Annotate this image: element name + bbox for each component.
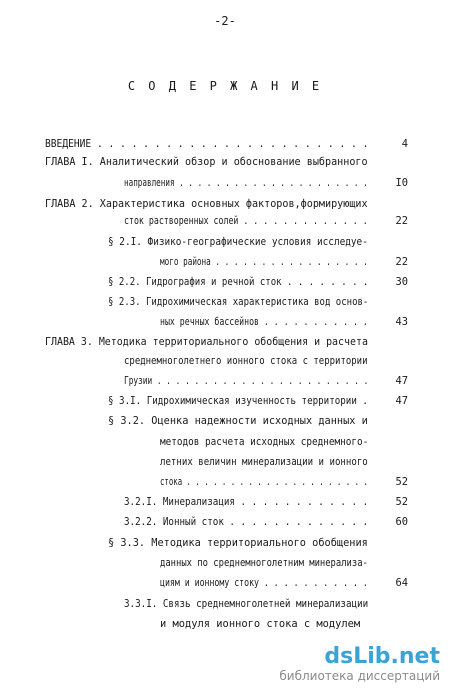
toc-entry: 3.3.I. Связь среднемноголетней минерализации bbox=[124, 598, 369, 610]
watermark-logo: dsLib.net bbox=[324, 644, 440, 669]
toc-entry: сток растворенных солей . . . . . . . . . . . . . bbox=[124, 215, 368, 227]
toc-entry: § 3.2. Оценка надежности исходных данных и bbox=[108, 415, 368, 427]
toc-page-number: 22 bbox=[395, 256, 408, 268]
toc-entry: § 3.3. Методика территориального обобщения bbox=[108, 537, 368, 549]
toc-entry: и модуля ионного стока с модулем bbox=[160, 618, 361, 630]
watermark-tagline: библиотека диссертаций bbox=[279, 669, 440, 683]
toc-entry: 3.2.I. Минерализация . . . . . . . . . . . . bbox=[124, 496, 369, 508]
toc-entry: мого района . . . . . . . . . . . . . . . . . bbox=[160, 256, 368, 268]
page-title: С О Д Е Р Ж А Н И Е bbox=[127, 79, 323, 93]
toc-page-number: 60 bbox=[395, 516, 408, 528]
toc-page-number: 64 bbox=[395, 577, 408, 589]
toc-entry: ГЛАВА 3. Методика территориального обобщения и расчета bbox=[45, 336, 368, 348]
watermark bbox=[279, 644, 440, 683]
toc-entry: § 2.I. Физико-географические условия исследуе- bbox=[108, 236, 368, 248]
page-number: -2- bbox=[214, 14, 236, 28]
toc-entry: среднемноголетнего ионного стока с территории bbox=[124, 355, 368, 367]
toc-entry: методов расчета исходных среднемного- bbox=[160, 436, 369, 448]
toc-page-number: 4 bbox=[401, 138, 408, 150]
toc-entry: стока . . . . . . . . . . . . . . . . . . . . . bbox=[160, 476, 368, 488]
toc-page-number: I0 bbox=[395, 177, 408, 189]
toc-page-number: 30 bbox=[395, 276, 408, 288]
toc-entry: § 3.I. Гидрохимическая изученность территории . bbox=[108, 395, 368, 407]
toc-page-number: 47 bbox=[395, 395, 408, 407]
toc-entry: циям и ионному стоку . . . . . . . . . . . bbox=[160, 577, 368, 589]
toc-page-number: 52 bbox=[395, 496, 408, 508]
toc-page-number: 43 bbox=[395, 316, 408, 328]
toc-page-number: 47 bbox=[395, 375, 408, 387]
toc-page-number: 22 bbox=[395, 215, 408, 227]
toc-entry: ных речных бассейнов . . . . . . . . . . . bbox=[160, 316, 368, 328]
toc-entry: Грузии . . . . . . . . . . . . . . . . . . . . . . . bbox=[124, 375, 369, 387]
toc-entry: § 2.3. Гидрохимическая характеристика вод основ- bbox=[108, 296, 369, 308]
toc-page-number: 52 bbox=[395, 476, 408, 488]
toc-entry: ВВЕДЕНИЕ . . . . . . . . . . . . . . . . . . . . . . . . bbox=[45, 138, 369, 150]
toc-entry: летних величин минерализации и ионного bbox=[160, 456, 368, 468]
toc-entry: направления . . . . . . . . . . . . . . . . . . . . . bbox=[124, 177, 368, 189]
toc-entry: 3.2.2. Ионный сток . . . . . . . . . . . . . bbox=[124, 516, 369, 528]
toc-entry: ГЛАВА I. Аналитический обзор и обоснование выбранного bbox=[45, 156, 368, 168]
toc-entry: § 2.2. Гидрография и речной сток . . . . . . . . bbox=[108, 276, 369, 288]
toc-entry: ГЛАВА 2. Характеристика основных факторов,формирующих bbox=[45, 198, 368, 210]
toc-entry: данных по среднемноголетним минерализа- bbox=[160, 557, 368, 569]
